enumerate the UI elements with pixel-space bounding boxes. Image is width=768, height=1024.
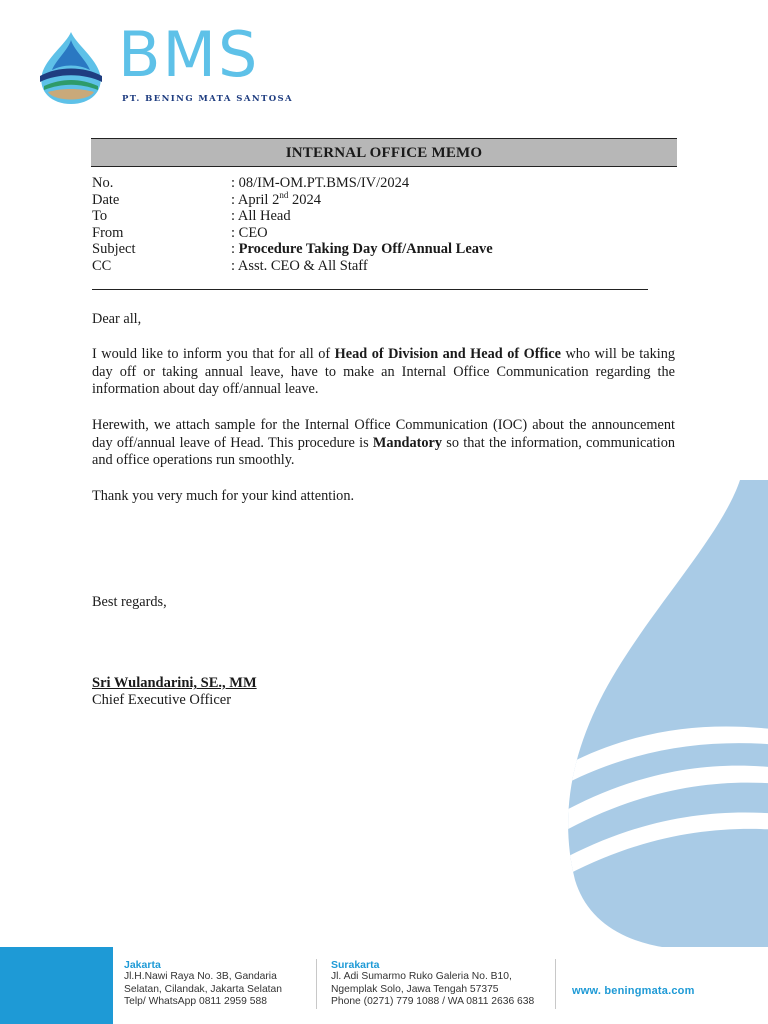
- address-line: Phone (0271) 779 1088 / WA 0811 2636 638: [331, 996, 535, 1008]
- footer-divider: [316, 959, 317, 1009]
- paragraph-2: Herewith, we attach sample for the Internal Office Communication (IOC) about the announcement day off/annual leave of Head. This procedure is Mandatory so that the information, communication and office operations run smoothly.: [92, 417, 675, 469]
- website-link[interactable]: www. beningmata.com: [572, 985, 695, 997]
- signatory-role: Chief Executive Officer: [92, 692, 232, 708]
- meta-divider: [92, 289, 648, 290]
- city-surakarta: Surakarta: [331, 959, 380, 971]
- logo-company-name: PT. BENING MATA SANTOSA: [122, 94, 294, 104]
- water-drop-watermark-icon: [480, 480, 768, 950]
- address-line: Jl. Adi Sumarmo Ruko Galeria No. B10,: [331, 971, 512, 983]
- city-jakarta: Jakarta: [124, 959, 161, 971]
- memo-title: INTERNAL OFFICE MEMO: [285, 145, 483, 161]
- meta-label: No.: [92, 175, 114, 191]
- footer-divider: [555, 959, 556, 1009]
- paragraph-3: Thank you very much for your kind attention.: [92, 488, 355, 504]
- address-line: Jl.H.Nawi Raya No. 3B, Gandaria: [124, 971, 277, 983]
- address-surakarta: [331, 959, 534, 1009]
- logo-wordmark: BMS: [118, 18, 260, 91]
- meta-value: : Asst. CEO & All Staff: [231, 257, 368, 274]
- address-line: Telp/ WhatsApp 0811 2959 588: [124, 996, 267, 1008]
- closing: Best regards,: [92, 594, 167, 610]
- meta-label: Subject: [92, 241, 136, 258]
- meta-value: : 08/IM-OM.PT.BMS/IV/2024: [231, 175, 410, 191]
- meta-label: To: [92, 208, 108, 225]
- meta-value: : April 2nd 2024: [231, 189, 321, 208]
- paragraph-1: I would like to inform you that for all of Head of Division and Head of Office who will be taking day off or taking annual leave, have to make an Internal Office Communication regarding the information about day off/annual leave.: [92, 346, 676, 398]
- meta-label: Date: [92, 191, 120, 208]
- footer-color-block: [0, 947, 113, 1024]
- signatory-name: Sri Wulandarini, SE., MM: [92, 675, 257, 691]
- water-drop-logo-icon: [36, 30, 106, 106]
- greeting: Dear all,: [92, 311, 142, 327]
- address-jakarta: [124, 959, 282, 1009]
- company-logo: [36, 18, 294, 110]
- meta-label: From: [92, 224, 124, 241]
- memo-title-bar: [91, 138, 677, 167]
- letterhead-footer: [0, 947, 768, 1024]
- meta-value: : CEO: [231, 224, 268, 241]
- meta-value: : Procedure Taking Day Off/Annual Leave: [231, 241, 493, 258]
- address-line: Ngemplak Solo, Jawa Tengah 57375: [331, 983, 499, 995]
- meta-label: CC: [92, 257, 112, 274]
- meta-value: : All Head: [231, 208, 291, 225]
- address-line: Selatan, Cilandak, Jakarta Selatan: [124, 983, 282, 995]
